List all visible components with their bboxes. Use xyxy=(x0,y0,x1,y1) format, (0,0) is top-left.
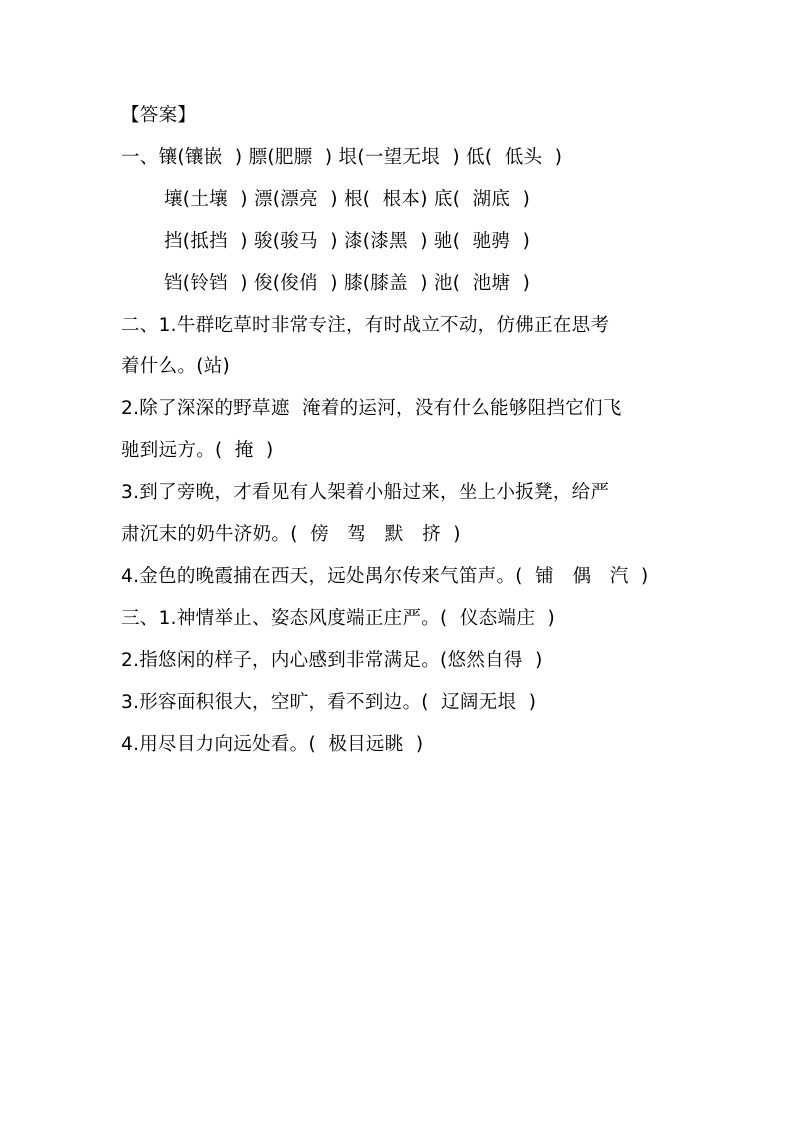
section-1-row-4: 铛(铃铛 ) 俊(俊俏 ) 膝(膝盖 ) 池( 池塘 ) xyxy=(164,273,531,294)
section-2-item-1-line-2: 着什么。(站) xyxy=(121,356,231,377)
section-2-item-3-line-1: 3.到了旁晚，才看见有人架着小船过来，坐上小扳凳，给严 xyxy=(121,482,610,503)
section-3-item-4: 4.用尽目力向远处看。( 极目远眺 ) xyxy=(121,734,424,755)
section-2-item-1-line-1: 二、1.牛群吃草时非常专注，有时战立不动，仿佛正在思考 xyxy=(121,315,610,336)
section-2-item-3-line-2: 肃沉末的奶牛济奶。( 傍 驾 默 挤 ) xyxy=(121,524,461,545)
section-3-item-1: 三、1.神情举止、姿态风度端正庄严。( 仪态端庄 ) xyxy=(121,608,556,629)
section-2-item-2-line-2: 驰到远方。( 掩 ) xyxy=(121,440,274,461)
section-1-row-1: 一、镶(镶嵌 ) 膘(肥膘 ) 垠(一望无垠 ) 低( 低头 ) xyxy=(121,147,563,168)
section-1-row-3: 挡(抵挡 ) 骏(骏马 ) 漆(漆黑 ) 驰( 驰骋 ) xyxy=(164,231,531,252)
section-3-item-2: 2.指悠闲的样子，内心感到非常满足。(悠然自得 ) xyxy=(121,650,543,671)
section-2-item-2-line-1: 2.除了深深的野草遮 淹着的运河，没有什么能够阻挡它们飞 xyxy=(121,398,622,419)
section-2-item-4: 4.金色的晚霞捕在西天，远处禺尔传来气笛声。( 铺 偶 汽 ) xyxy=(121,566,649,587)
section-3-item-3: 3.形容面积很大，空旷，看不到边。( 辽阔无垠 ) xyxy=(121,692,537,713)
answer-heading: 【答案】 xyxy=(121,105,197,126)
section-1-row-2: 壤(土壤 ) 漂(漂亮 ) 根( 根本) 底( 湖底 ) xyxy=(164,189,531,210)
